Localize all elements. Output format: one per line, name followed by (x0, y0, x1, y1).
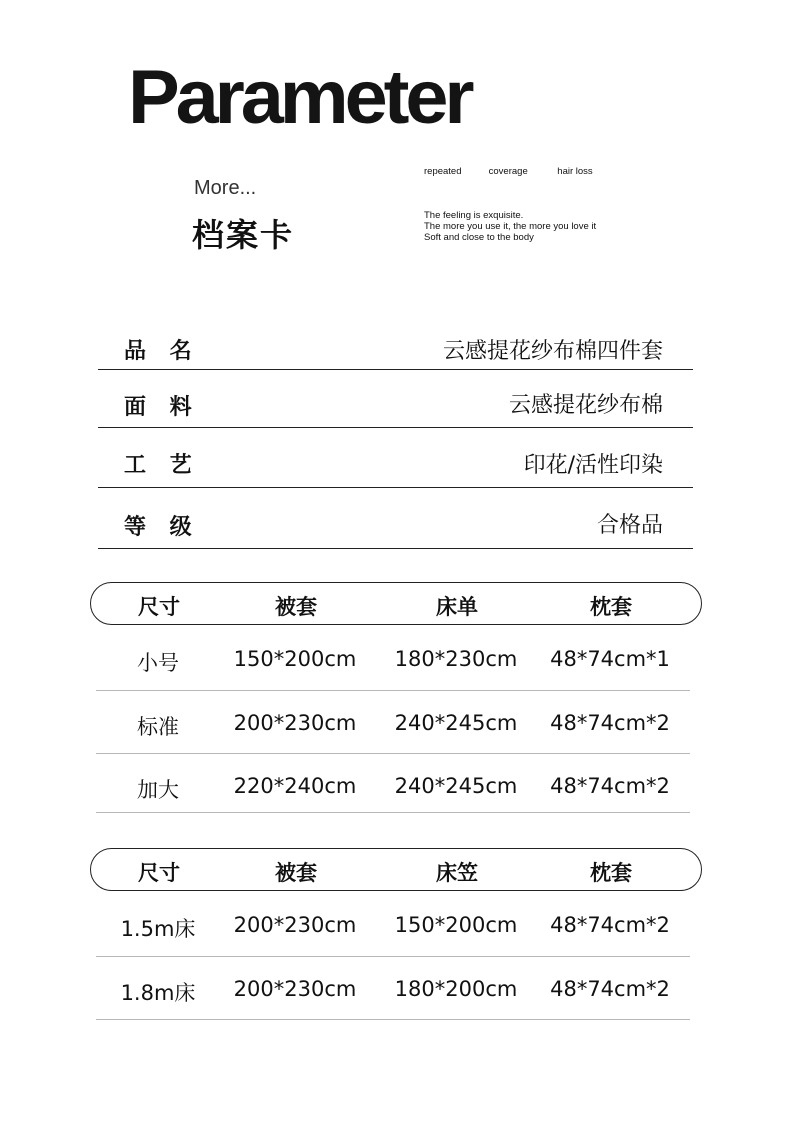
page-title: Parameter (128, 55, 471, 140)
attribute-key: 等 级 (124, 515, 200, 540)
attribute-key: 面 料 (124, 395, 200, 420)
table-cell: 150*200cm (233, 647, 357, 671)
attribute-key: 品 名 (124, 339, 200, 364)
table-row (96, 891, 690, 957)
header-cell: 床单 (436, 595, 478, 619)
slogan-line: The more you use it, the more you love it (424, 221, 597, 232)
table-cell: 200*230cm (233, 913, 357, 937)
slogan (424, 210, 596, 243)
table-cell: 200*230cm (233, 711, 357, 735)
table-cell: 240*245cm (394, 774, 518, 798)
table-cell: 48*74cm*2 (550, 977, 670, 1001)
attribute-value: 云感提花纱布棉四件套 (442, 339, 663, 364)
table-cell: 标准 (137, 715, 179, 739)
size-table-header (90, 848, 702, 891)
attribute-key: 工 艺 (124, 453, 200, 478)
header-cell: 枕套 (590, 861, 632, 885)
table-cell: 1.5m床 (120, 917, 196, 941)
table-cell: 小号 (137, 651, 179, 675)
header-cell: 枕套 (590, 595, 632, 619)
table-cell: 1.8m床 (120, 981, 196, 1005)
attribute-value: 云感提花纱布棉 (508, 393, 663, 418)
tag-item: repeated (424, 166, 462, 177)
tag-list (424, 166, 593, 177)
card-label: 档案卡 (192, 216, 295, 254)
table-row (96, 754, 690, 813)
tag-item: coverage (488, 166, 528, 177)
table-cell: 240*245cm (394, 711, 518, 735)
size-table (90, 582, 702, 813)
table-row (96, 625, 690, 691)
size-table (90, 848, 702, 1020)
size-table-header (90, 582, 702, 625)
table-cell: 48*74cm*1 (550, 647, 670, 671)
table-cell: 180*200cm (394, 977, 518, 1001)
table-cell: 加大 (137, 778, 179, 802)
table-cell: 200*230cm (233, 977, 357, 1001)
table-cell: 48*74cm*2 (550, 774, 670, 798)
attribute-value: 合格品 (596, 513, 663, 538)
tag-item: hair loss (557, 166, 593, 177)
table-cell: 48*74cm*2 (550, 711, 670, 735)
attribute-value: 印花/活性印染 (523, 453, 663, 478)
header-cell: 床笠 (436, 861, 478, 885)
header-cell: 尺寸 (138, 595, 180, 619)
table-row (96, 691, 690, 754)
table-cell: 220*240cm (233, 774, 357, 798)
table-cell: 150*200cm (394, 913, 518, 937)
slogan-line: The feeling is exquisite. (424, 210, 524, 221)
attribute-row (98, 370, 693, 428)
table-row (96, 957, 690, 1020)
more-label: More... (194, 177, 257, 199)
table-cell: 180*230cm (394, 647, 518, 671)
slogan-line: Soft and close to the body (424, 232, 534, 243)
attribute-table (98, 312, 693, 549)
attribute-row (98, 488, 693, 549)
header-cell: 被套 (275, 595, 317, 619)
attribute-row (98, 312, 693, 370)
table-cell: 48*74cm*2 (550, 913, 670, 937)
attribute-row (98, 428, 693, 488)
header-cell: 被套 (275, 861, 317, 885)
header-cell: 尺寸 (138, 861, 180, 885)
